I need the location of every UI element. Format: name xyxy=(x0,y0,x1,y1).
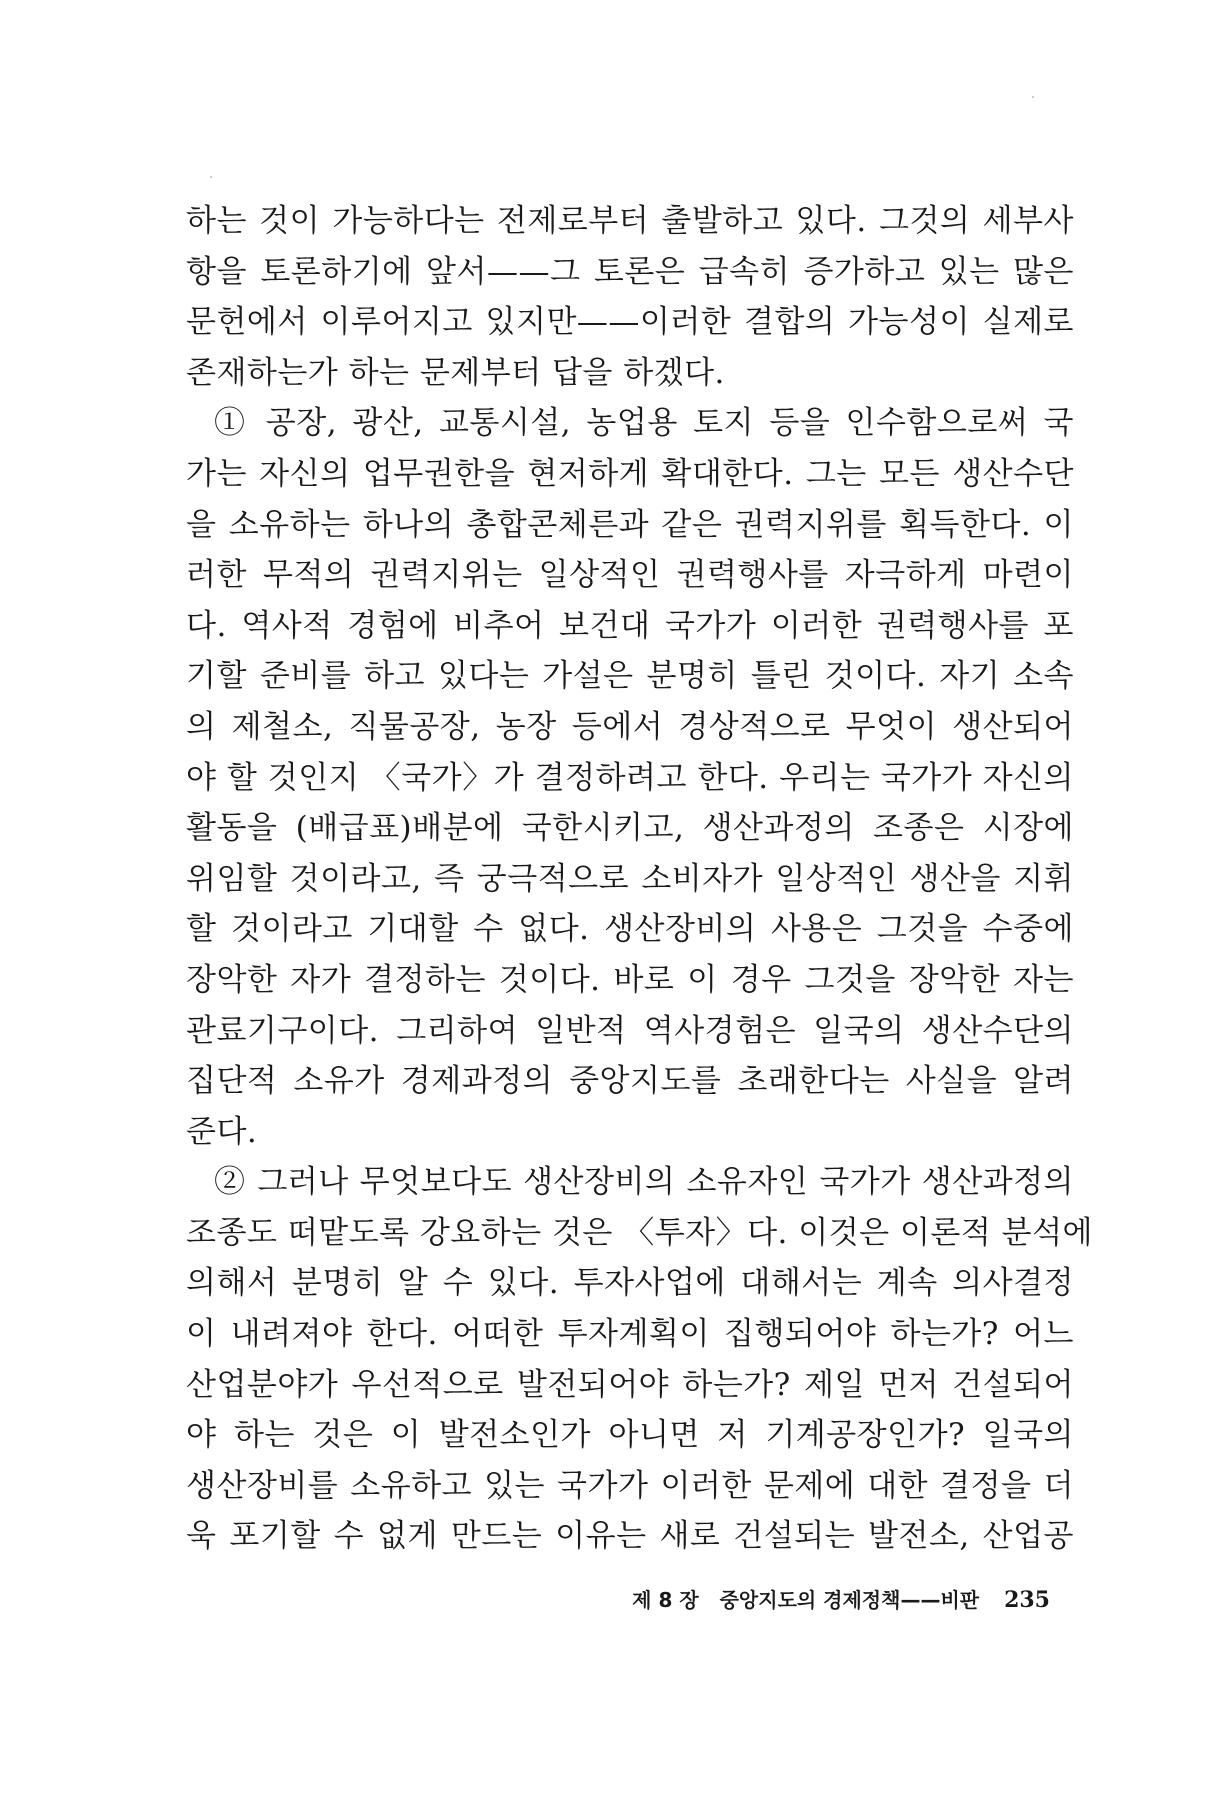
text-line: 생산장비를 소유하고 있는 국가가 이러한 문제에 대한 결정을 더 xyxy=(186,1467,1074,1504)
scan-speck xyxy=(1032,96,1034,98)
text-line: 할 것이라고 기대할 수 없다. 생산장비의 사용은 그것을 수중에 xyxy=(186,911,1074,948)
text-line: 존재하는가 하는 문제부터 답을 하겠다. xyxy=(186,354,725,391)
text-line: 집단적 소유가 경제과정의 중앙지도를 초래한다는 사실을 알려 xyxy=(186,1063,1074,1100)
text-line: 준다. xyxy=(186,1113,258,1150)
body-text xyxy=(186,196,1093,1562)
text-line: 활동을 (배급표)배분에 국한시키고, 생산과정의 조종은 시장에 xyxy=(186,810,1074,847)
page-footer xyxy=(632,1584,1050,1613)
footer-title: 중앙지도의 경제정책——비판 xyxy=(719,1588,980,1612)
page-number: 235 xyxy=(1004,1587,1050,1613)
text-line: 조종도 떠맡도록 강요하는 것은 〈투자〉다. 이것은 이론적 분석에 xyxy=(186,1214,1093,1251)
text-line: 을 소유하는 하나의 총합콘체른과 같은 권력지위를 획득한다. 이 xyxy=(186,506,1074,543)
text-line: 의 제철소, 직물공장, 농장 등에서 경상적으로 무엇이 생산되어 xyxy=(186,708,1074,745)
scan-speck xyxy=(210,176,212,178)
text-line: 하는 것이 가능하다는 전제로부터 출발하고 있다. 그것의 세부사 xyxy=(186,203,1074,239)
text-line: 욱 포기할 수 없게 만드는 이유는 새로 건설되는 발전소, 산업공 xyxy=(186,1518,1074,1555)
text-line: 관료기구이다. 그리하여 일반적 역사경험은 일국의 생산수단의 xyxy=(186,1012,1074,1049)
text-line: 야 할 것인지 〈국가〉가 결정하려고 한다. 우리는 국가가 자신의 xyxy=(186,759,1074,796)
text-line: 위임할 것이라고, 즉 궁극적으로 소비자가 일상적인 생산을 지휘 xyxy=(186,860,1074,897)
text-line: ② 그러나 무엇보다도 생산장비의 소유자인 국가가 생산과정의 xyxy=(214,1164,1074,1201)
text-line: 러한 무적의 권력지위는 일상적인 권력행사를 자극하게 마련이 xyxy=(186,557,1074,594)
text-line: ① 공장, 광산, 교통시설, 농업용 토지 등을 인수함으로써 국 xyxy=(214,405,1074,442)
text-line: 문헌에서 이루어지고 있지만——이러한 결합의 가능성이 실제로 xyxy=(186,304,1074,341)
text-line: 다. 역사적 경험에 비추어 보건대 국가가 이러한 권력행사를 포 xyxy=(186,607,1074,644)
footer-chapter: 제 8 장 xyxy=(632,1588,699,1612)
text-line: 가는 자신의 업무권한을 현저하게 확대한다. 그는 모든 생산수단 xyxy=(186,455,1074,492)
text-line: 의해서 분명히 알 수 있다. 투자사업에 대해서는 계속 의사결정 xyxy=(186,1265,1074,1302)
text-line: 기할 준비를 하고 있다는 가설은 분명히 틀린 것이다. 자기 소속 xyxy=(186,658,1074,695)
text-line: 야 하는 것은 이 발전소인가 아니면 저 기계공장인가? 일국의 xyxy=(186,1417,1074,1454)
text-line: 이 내려져야 한다. 어떠한 투자계획이 집행되어야 하는가? 어느 xyxy=(186,1316,1074,1353)
text-line: 항을 토론하기에 앞서——그 토론은 급속히 증가하고 있는 많은 xyxy=(186,253,1074,290)
text-line: 장악한 자가 결정하는 것이다. 바로 이 경우 그것을 장악한 자는 xyxy=(186,961,1074,998)
text-line: 산업분야가 우선적으로 발전되어야 하는가? 제일 먼저 건설되어 xyxy=(186,1366,1074,1403)
